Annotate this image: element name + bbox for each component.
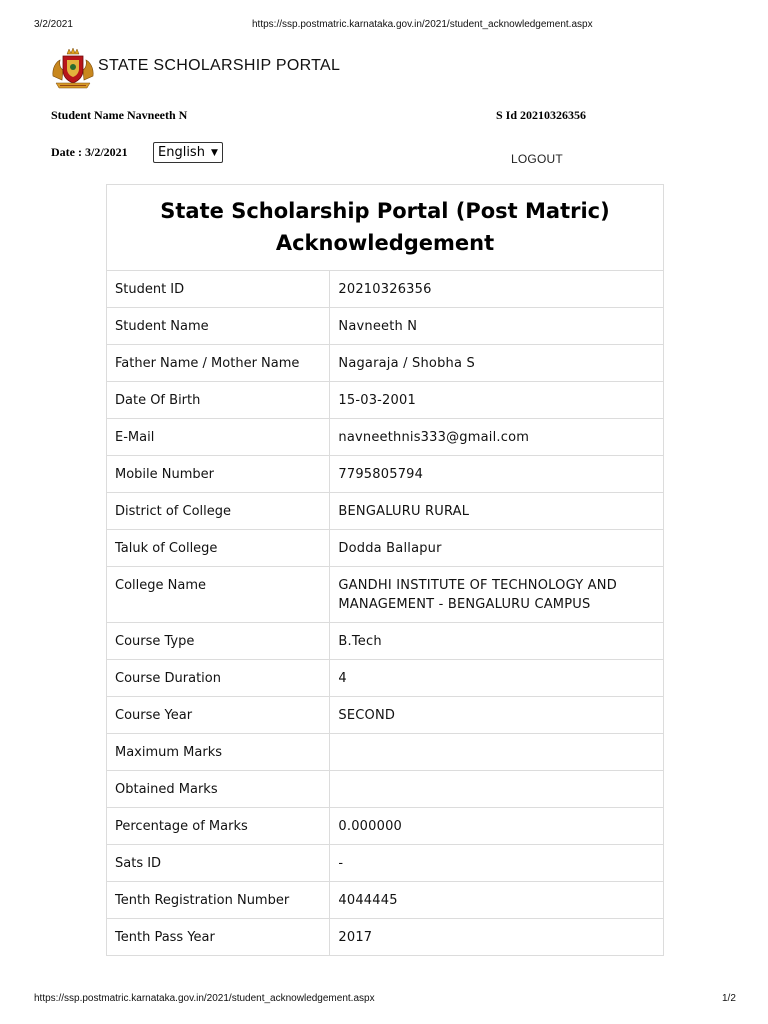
acknowledgement-title: State Scholarship Portal (Post Matric) Acknowledgement bbox=[107, 185, 664, 271]
table-row bbox=[107, 308, 664, 345]
row-label: Father Name / Mother Name bbox=[107, 345, 330, 382]
language-selected-value: English bbox=[158, 145, 205, 160]
table-row bbox=[107, 771, 664, 808]
row-label: Maximum Marks bbox=[107, 734, 330, 771]
table-row bbox=[107, 808, 664, 845]
portal-header bbox=[50, 46, 340, 90]
table-row bbox=[107, 493, 664, 530]
portal-title: STATE SCHOLARSHIP PORTAL bbox=[98, 57, 341, 74]
table-row bbox=[107, 919, 664, 956]
table-row bbox=[107, 697, 664, 734]
table-row bbox=[107, 382, 664, 419]
row-value: 4044445 bbox=[330, 882, 664, 919]
row-value: 15-03-2001 bbox=[330, 382, 664, 419]
row-label: Obtained Marks bbox=[107, 771, 330, 808]
row-label: Percentage of Marks bbox=[107, 808, 330, 845]
row-label: Taluk of College bbox=[107, 530, 330, 567]
table-row bbox=[107, 623, 664, 660]
print-page-number: 1/2 bbox=[722, 993, 736, 1004]
row-value: Navneeth N bbox=[330, 308, 664, 345]
language-select[interactable] bbox=[153, 142, 223, 163]
student-name-text: Student Name Navneeth N bbox=[51, 108, 188, 122]
acknowledgement-table bbox=[106, 184, 664, 956]
chevron-down-icon: ▼ bbox=[210, 147, 218, 158]
table-row bbox=[107, 845, 664, 882]
row-label: Student Name bbox=[107, 308, 330, 345]
print-url: https://ssp.postmatric.karnataka.gov.in/2021/student_acknowledgement.aspx bbox=[252, 19, 593, 30]
row-value: navneethnis333@gmail.com bbox=[330, 419, 664, 456]
student-id-text: S Id 20210326356 bbox=[496, 108, 587, 122]
row-label: Tenth Registration Number bbox=[107, 882, 330, 919]
row-value bbox=[330, 734, 664, 771]
row-value: Dodda Ballapur bbox=[330, 530, 664, 567]
row-value: - bbox=[330, 845, 664, 882]
table-row bbox=[107, 882, 664, 919]
table-row bbox=[107, 271, 664, 308]
row-label: Sats ID bbox=[107, 845, 330, 882]
date-text: Date : 3/2/2021 bbox=[51, 145, 128, 159]
table-row bbox=[107, 345, 664, 382]
table-row bbox=[107, 734, 664, 771]
row-label: College Name bbox=[107, 567, 330, 623]
row-label: Student ID bbox=[107, 271, 330, 308]
row-label: Tenth Pass Year bbox=[107, 919, 330, 956]
row-value: GANDHI INSTITUTE OF TECHNOLOGY AND MANAGEMENT - BENGALURU CAMPUS bbox=[330, 567, 664, 623]
logout-link[interactable]: LOGOUT bbox=[511, 152, 563, 166]
table-row bbox=[107, 419, 664, 456]
row-value: 0.000000 bbox=[330, 808, 664, 845]
table-row bbox=[107, 660, 664, 697]
row-label: Date Of Birth bbox=[107, 382, 330, 419]
row-value: 4 bbox=[330, 660, 664, 697]
table-row bbox=[107, 530, 664, 567]
row-value: SECOND bbox=[330, 697, 664, 734]
row-value: 2017 bbox=[330, 919, 664, 956]
row-label: E-Mail bbox=[107, 419, 330, 456]
row-value: 7795805794 bbox=[330, 456, 664, 493]
row-label: Course Type bbox=[107, 623, 330, 660]
row-label: District of College bbox=[107, 493, 330, 530]
print-footer-url: https://ssp.postmatric.karnataka.gov.in/2021/student_acknowledgement.aspx bbox=[34, 993, 375, 1004]
row-value: B.Tech bbox=[330, 623, 664, 660]
row-value: Nagaraja / Shobha S bbox=[330, 345, 664, 382]
row-label: Course Duration bbox=[107, 660, 330, 697]
row-value bbox=[330, 771, 664, 808]
table-row bbox=[107, 456, 664, 493]
row-value: 20210326356 bbox=[330, 271, 664, 308]
row-label: Mobile Number bbox=[107, 456, 330, 493]
print-date: 3/2/2021 bbox=[34, 19, 73, 30]
table-row bbox=[107, 567, 664, 623]
row-label: Course Year bbox=[107, 697, 330, 734]
row-value: BENGALURU RURAL bbox=[330, 493, 664, 530]
karnataka-emblem-icon bbox=[50, 46, 96, 90]
